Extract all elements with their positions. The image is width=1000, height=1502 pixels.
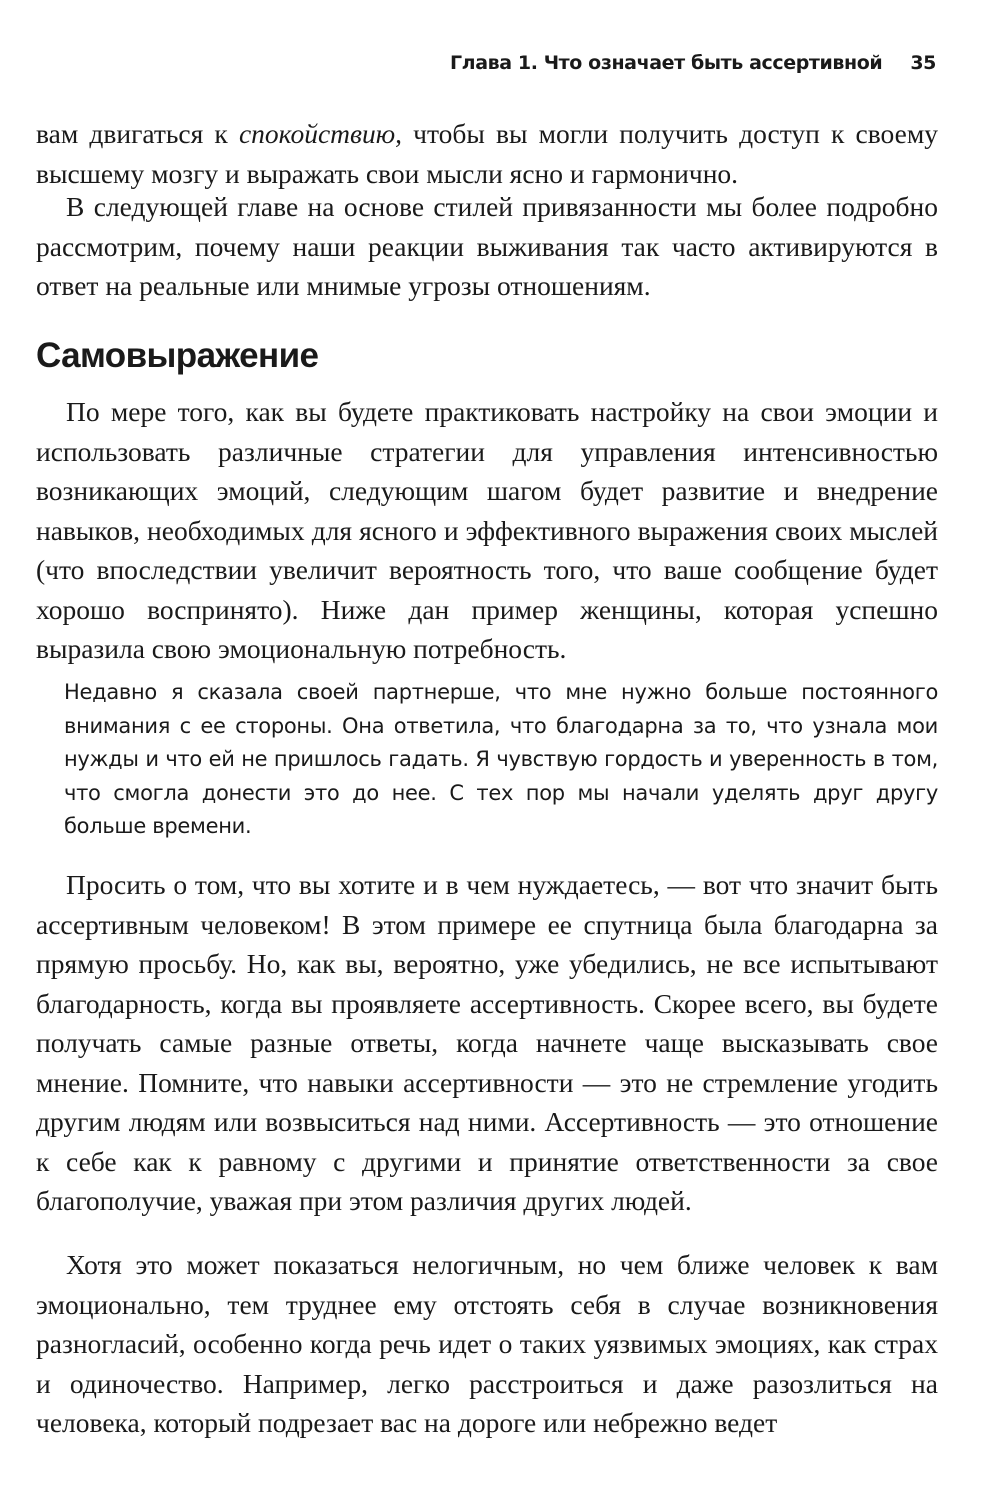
- paragraph-4: Просить о том, что вы хотите и в чем нуждаетесь, — вот что значит быть ассертивным человеком! В этом примере ее спутница была благодарна за прямую просьбу. Но, как вы, вероятно, уже убедились, не все испытывают благодарность, когда вы проявляете ассертивность. Скорее всего, вы будете получать самые разные ответы, когда начнете чаще высказывать свое мнение. Помните, что навыки ассертивности — это не стремление угодить другим людям или возвыситься над ними. Ассертивность — это отношение к себе как к равному с другими и принятие ответственности за свое благополучие, уважая при этом различия других людей.: [36, 869, 938, 1216]
- chapter-title: Глава 1. Что означает быть ассертивной: [449, 52, 883, 74]
- quote-block: Недавно я сказала своей партнерше, что мне нужно больше постоянного внимания с ее стороны. Она ответила, что благодарна за то, что узнала мои нужды и что ей не пришлось гадать. Я чувствую гордость и уверенность в том, что смогла донести это до нее. С тех пор мы начали уделять друг другу больше времени.: [64, 680, 938, 839]
- paragraph-3: По мере того, как вы будете практиковать настройку на свои эмоции и использовать различные стратегии для управления интенсивностью возникающих эмоций, следующим шагом будет развитие и внедрение навыков, необходимых для ясного и эффективного выражения своих мыслей (что впоследствии увеличит вероятность того, что ваше сообщение будет хорошо воспринято). Ниже дан пример женщины, которая успешно выразила свою эмоциональную потребность.: [36, 396, 938, 664]
- paragraph-1-italic: спокойствию,: [238, 118, 402, 149]
- paragraph-1: [36, 114, 938, 193]
- page-number: 35: [910, 52, 936, 74]
- paragraph-2: В следующей главе на основе стилей привязанности мы более подробно рассмотрим, почему наши реакции выживания так часто активируются в ответ на реальные или мнимые угрозы отношениям.: [36, 191, 938, 301]
- running-header: [450, 52, 936, 74]
- paragraph-5: Хотя это может показаться нелогичным, но чем ближе человек к вам эмоционально, тем труднее ему отстоять себя в случае возникновения разногласий, особенно когда речь идет о таких уязвимых эмоциях, как страх и одиночество. Например, легко расстроиться и даже разозлиться на человека, который подрезает вас на дороге или небрежно ведет: [36, 1249, 938, 1438]
- section-heading: Самовыражение: [36, 336, 319, 375]
- paragraph-1-end: чтобы вы могли получить доступ к своему высшему мозгу и выражать свои мысли ясно и гармонично.: [36, 118, 938, 189]
- paragraph-1-start: вам двигаться к: [36, 118, 239, 149]
